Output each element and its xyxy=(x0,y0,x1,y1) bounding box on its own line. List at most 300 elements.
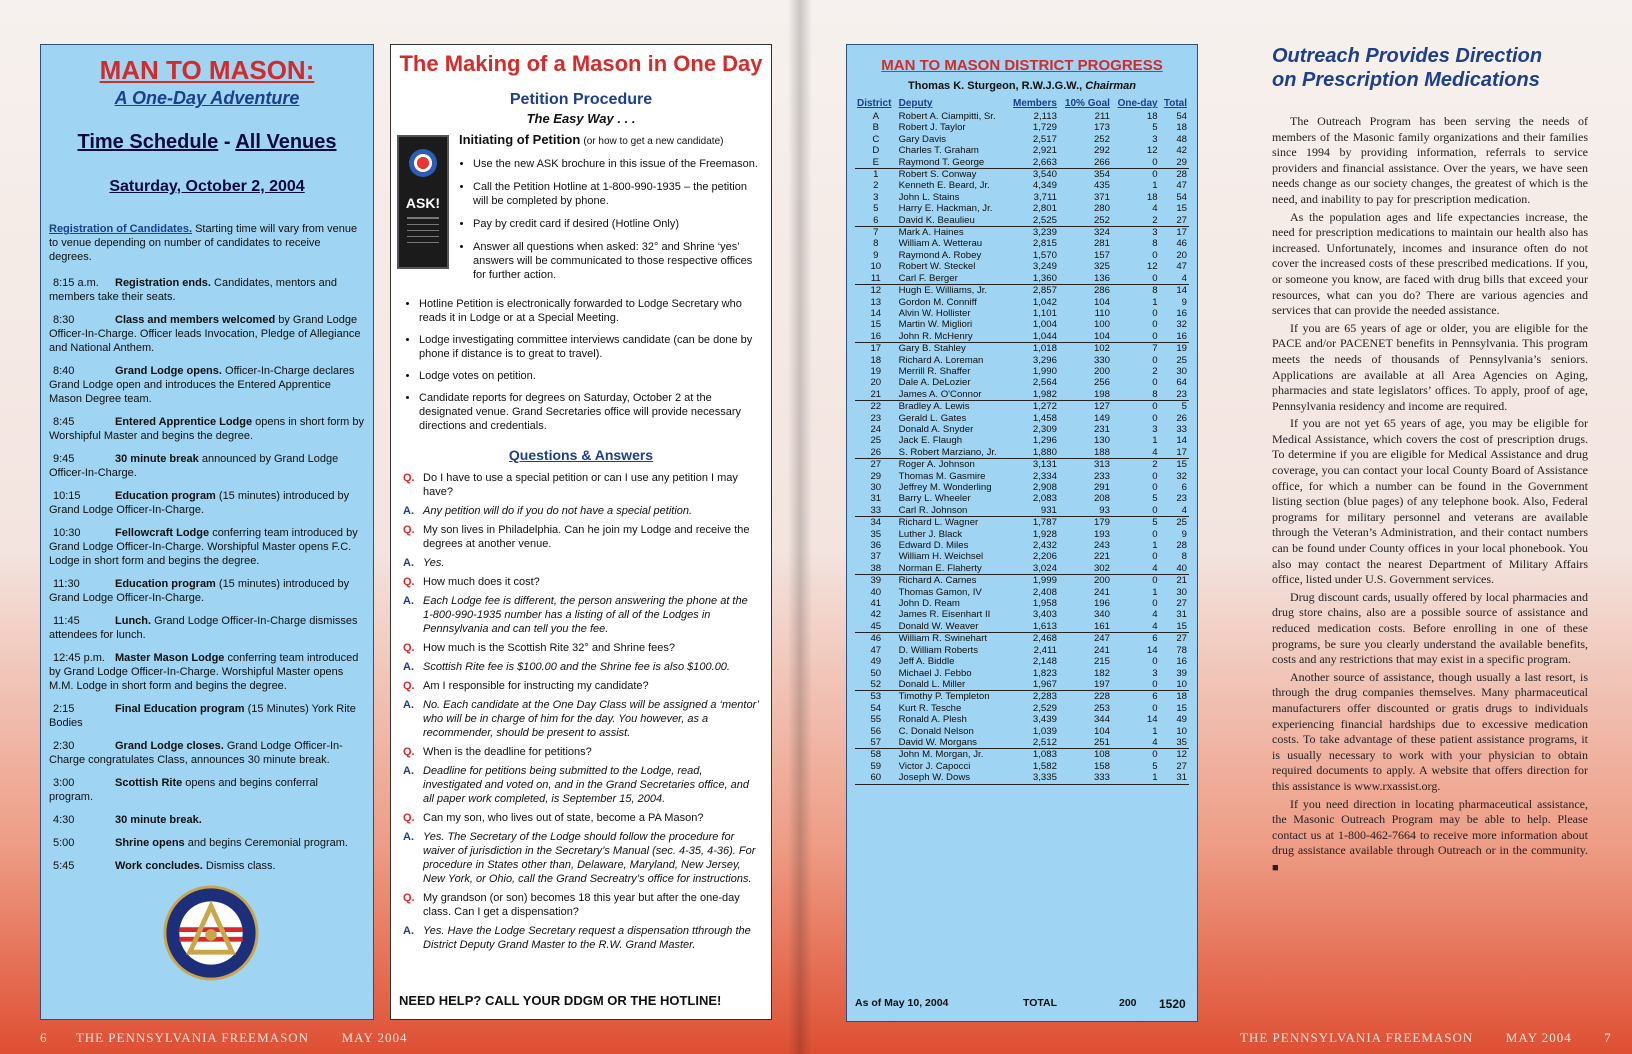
registration-text: Starting time will vary from venue to venue depending on number of candidates to receive degrees. xyxy=(49,223,358,263)
district-cell: 5 xyxy=(873,203,879,215)
goal-cell: 313 xyxy=(1093,459,1110,471)
one-day-cell: 3 xyxy=(1152,133,1158,145)
total-cell: 33 xyxy=(1176,423,1187,435)
members-cell: 1,823 xyxy=(1032,667,1057,679)
goal-cell: 104 xyxy=(1093,296,1110,308)
deputy-cell: Thomas M. Gasmire xyxy=(898,470,986,482)
one-day-cell: 0 xyxy=(1152,575,1158,587)
goal-cell: 200 xyxy=(1093,365,1110,377)
table-row xyxy=(855,273,1189,285)
registration-intro xyxy=(49,222,365,264)
chairman-line xyxy=(855,80,1189,92)
deputy-cell: John R. McHenry xyxy=(897,331,1007,343)
deputy-cell: Raymond A. Robey xyxy=(898,249,982,261)
members-cell: 3,296 xyxy=(1032,354,1057,366)
panel-title: MAN TO MASON: xyxy=(99,55,315,85)
goal-cell: 208 xyxy=(1093,493,1110,505)
district-cell: 22 xyxy=(870,401,882,413)
total-cell: 26 xyxy=(1176,412,1187,424)
table-row xyxy=(855,192,1189,203)
goal-cell: 324 xyxy=(1093,227,1110,239)
deputy-cell: D. William Roberts xyxy=(898,644,979,656)
district-cell: 27 xyxy=(870,459,882,471)
one-day-cell: 0 xyxy=(1152,749,1158,761)
procedure-item: • Lodge votes on petition. xyxy=(419,369,753,383)
district-cell: 2 xyxy=(873,180,879,192)
question-label: Q. xyxy=(403,680,415,692)
answer-label: A. xyxy=(403,595,414,607)
deputy-cell: Robert J. Taylor xyxy=(898,122,966,134)
schedule-time: 10:15 xyxy=(53,490,81,502)
one-day-cell: 12 xyxy=(1146,145,1158,157)
district-cell: E xyxy=(855,157,897,169)
members-cell: 3,131 xyxy=(1032,459,1057,471)
total-cell: 32 xyxy=(1176,319,1187,331)
question-text: Can my son, who lives out of state, become a PA Mason? xyxy=(423,812,704,824)
procedure-item: • Lodge investigating committee interviews candidate (can be done by phone if distance is to great to travel). xyxy=(419,333,753,361)
total-cell: 25 xyxy=(1176,354,1187,366)
members-cell: 2,529 xyxy=(1032,702,1057,714)
table-row xyxy=(855,679,1189,691)
page-gutter xyxy=(788,0,812,1054)
article-body xyxy=(1272,114,1588,877)
total-cell: 15 xyxy=(1176,702,1187,714)
table-row xyxy=(855,285,1189,297)
schedule-item xyxy=(49,276,365,304)
schedule-event: Grand Lodge opens. xyxy=(115,365,222,377)
total-cell: 78 xyxy=(1176,644,1187,656)
column-header: Deputy xyxy=(898,98,933,109)
answer-label: A. xyxy=(403,765,414,777)
answer-row xyxy=(403,660,759,674)
schedule-item xyxy=(49,776,365,804)
one-day-cell: 6 xyxy=(1152,633,1158,645)
one-day-cell: 0 xyxy=(1152,249,1158,261)
goal-cell: 102 xyxy=(1093,343,1110,355)
goal-cell: 228 xyxy=(1093,691,1110,703)
total-cell: 15 xyxy=(1160,621,1189,633)
total-label: TOTAL xyxy=(1023,997,1058,1009)
members-cell: 3,249 xyxy=(1032,261,1057,273)
district-cell: 39 xyxy=(870,575,882,587)
members-cell: 1,613 xyxy=(1007,621,1059,633)
table-row xyxy=(855,238,1189,249)
procedure-item: • Candidate reports for degrees on Saturday, October 2 at the designated venue. Grand Secretaries office will provide necessary directions and credentials. xyxy=(419,391,753,433)
answer-text: Yes. Have the Lodge Secretary request a dispensation tthrough the District Deputy Grand Master to the R.W. Grand Master. xyxy=(423,925,751,951)
one-day-cell: 0 xyxy=(1112,273,1160,285)
district-cell: 47 xyxy=(870,644,882,656)
total-cell: 32 xyxy=(1176,470,1187,482)
members-cell: 1,004 xyxy=(1032,319,1057,331)
deputy-cell: Donald A. Snyder xyxy=(898,423,974,435)
table-row xyxy=(855,343,1189,355)
schedule-item xyxy=(49,836,365,850)
panel-title: MAN TO MASON DISTRICT PROGRESS xyxy=(881,57,1163,74)
deputy-cell: Carl R. Johnson xyxy=(897,505,1007,517)
initiating-item: • Answer all questions when asked: 32° and Shrine ‘yes’ answers will be communicated to those respective offices for further action. xyxy=(473,240,759,282)
one-day-cell: 0 xyxy=(1152,377,1158,389)
one-day-cell: 18 xyxy=(1146,111,1158,122)
deputy-cell: Joseph W. Dows xyxy=(897,772,1007,784)
qa-list xyxy=(403,471,759,957)
total-cell: 47 xyxy=(1176,261,1187,273)
total-cell: 30 xyxy=(1176,586,1187,598)
goal-cell: 252 xyxy=(1059,215,1112,227)
total-one-day: 200 xyxy=(1119,997,1137,1009)
table-row xyxy=(855,308,1189,319)
chairman-role: Chairman xyxy=(1085,80,1136,92)
answer-text: Yes. The Secretary of the Lodge should follow the procedure for waiver of jurisdiction in the Secretary’s Manual (sec. 4-35, 4-36). For procedure in States other than, Delaware, Maryland, New Jersey, New York, or Ohio, call the Grand Secreatry’s office for instructions. xyxy=(423,831,756,885)
total-cell: 17 xyxy=(1176,227,1187,239)
district-cell: 57 xyxy=(855,737,897,749)
deputy-cell: Richard A. Carnes xyxy=(898,575,977,587)
district-cell: 17 xyxy=(870,343,882,355)
table-row xyxy=(855,656,1189,667)
schedule-event: Registration ends. xyxy=(115,277,211,289)
petition-procedure-subheading: The Easy Way . . . xyxy=(526,111,636,126)
one-day-cell: 5 xyxy=(1152,760,1158,772)
question-label: Q. xyxy=(403,746,415,758)
deputy-cell: Norman E. Flaherty xyxy=(897,563,1007,575)
schedule-detail: opens in short form by Worshipful Master and begins the degree. xyxy=(49,416,365,442)
one-day-cell: 0 xyxy=(1152,412,1158,424)
one-day-cell: 5 xyxy=(1152,517,1158,529)
one-day-cell: 4 xyxy=(1152,203,1158,215)
district-cell: 38 xyxy=(855,563,897,575)
deputy-cell: Merrill R. Shaffer xyxy=(898,365,971,377)
table-header-row xyxy=(855,98,1189,111)
question-label: Q. xyxy=(403,576,415,588)
members-cell: 931 xyxy=(1007,505,1059,517)
one-day-cell: 12 xyxy=(1146,261,1158,273)
chairman-name: Thomas K. Sturgeon, R.W.J.G.W., xyxy=(908,80,1083,92)
left-footer xyxy=(40,1030,408,1046)
schedule-detail: (15 Minutes) York Rite Bodies xyxy=(49,703,356,729)
total-cell: 15 xyxy=(1176,459,1187,471)
district-cell: 18 xyxy=(870,354,882,366)
total-cell: 23 xyxy=(1160,389,1189,401)
column-header: Members xyxy=(1013,98,1057,109)
answer-label: A. xyxy=(403,661,414,673)
goal-cell: 325 xyxy=(1093,261,1110,273)
district-cell: B xyxy=(872,122,879,134)
goal-cell: 93 xyxy=(1059,505,1112,517)
table-row xyxy=(855,551,1189,562)
schedule-time: 2:30 xyxy=(53,740,75,752)
members-cell: 2,408 xyxy=(1032,586,1057,598)
goal-cell: 193 xyxy=(1093,528,1110,540)
outreach-article xyxy=(1272,44,1588,879)
initiating-item: • Use the new ASK brochure in this issue of the Freemason. xyxy=(473,157,759,171)
goal-cell: 104 xyxy=(1093,725,1110,737)
deputy-cell: C. Donald Nelson xyxy=(898,725,974,737)
initiating-title xyxy=(459,133,759,149)
initiating-petition xyxy=(459,133,759,291)
one-day-cell: 4 xyxy=(1112,621,1160,633)
goal-cell: 182 xyxy=(1093,667,1110,679)
deputy-cell: Luther J. Black xyxy=(898,528,963,540)
question-text: My grandson (or son) becomes 18 this year but after the one-day class. Can I get a dispensation? xyxy=(423,892,740,918)
schedule-event: Class and members welcomed xyxy=(115,314,276,326)
one-day-cell: 0 xyxy=(1112,679,1160,691)
district-cell: 12 xyxy=(870,285,882,297)
schedule-item xyxy=(49,364,365,406)
column-header: District xyxy=(857,98,892,109)
answer-text: Deadline for petitions being submitted to the Lodge, read, investigated and voted on, and in the Grand Secretaries office, and all paper work completed, is September 15, 2004. xyxy=(423,765,749,805)
goal-cell: 221 xyxy=(1093,551,1110,563)
deputy-cell: Ronald A. Plesh xyxy=(898,714,967,726)
goal-cell: 231 xyxy=(1093,423,1110,435)
members-cell: 3,439 xyxy=(1032,714,1057,726)
question-label: Q. xyxy=(403,642,415,654)
table-row xyxy=(855,401,1189,413)
deputy-cell: Gary Davis xyxy=(898,133,947,145)
total-cell: 27 xyxy=(1176,598,1187,610)
schedule-item xyxy=(49,577,365,605)
goal-cell: 215 xyxy=(1093,656,1110,668)
district-cell: 53 xyxy=(870,691,882,703)
table-row xyxy=(855,435,1189,446)
total-cell: 10 xyxy=(1160,679,1189,691)
district-cell: D xyxy=(872,145,880,157)
table-row xyxy=(855,261,1189,272)
members-cell: 2,801 xyxy=(1032,203,1057,215)
schedule-detail: and begins Ceremonial program. xyxy=(187,837,348,849)
goal-cell: 241 xyxy=(1093,586,1110,598)
one-day-cell: 8 xyxy=(1112,389,1160,401)
total-cell: 9 xyxy=(1181,296,1187,308)
question-row xyxy=(403,523,759,551)
deputy-cell: Michael J. Febbo xyxy=(898,667,972,679)
total-cell: 21 xyxy=(1176,575,1187,587)
members-cell: 3,024 xyxy=(1007,563,1059,575)
members-cell: 1,042 xyxy=(1032,296,1057,308)
initiating-title-text: Initiating of Petition xyxy=(459,132,581,147)
deputy-cell: Kurt R. Tesche xyxy=(898,702,962,714)
table-row xyxy=(855,319,1189,330)
members-cell: 1,729 xyxy=(1032,122,1057,134)
right-publication: THE PENNSYLVANIA FREEMASON xyxy=(1240,1030,1474,1045)
answer-text: Any petition will do if you do not have a special petition. xyxy=(423,505,693,517)
goal-cell: 253 xyxy=(1093,702,1110,714)
article-title xyxy=(1272,44,1588,92)
table-row xyxy=(855,493,1189,504)
schedule-time: 8:40 xyxy=(53,365,75,377)
members-cell: 2,334 xyxy=(1032,470,1057,482)
right-page-number: 7 xyxy=(1604,1030,1612,1045)
schedule-time: 11:45 xyxy=(53,615,80,627)
total-cell: 14 xyxy=(1176,285,1187,297)
district-cell: 41 xyxy=(870,598,882,610)
table-body xyxy=(855,111,1189,784)
table-row xyxy=(855,250,1189,261)
table-row xyxy=(855,587,1189,598)
time-schedule-panel xyxy=(40,44,374,1020)
deputy-cell: Robert A. Ciampitti, Sr. xyxy=(898,111,996,122)
goal-cell: 136 xyxy=(1059,273,1112,285)
goal-cell: 104 xyxy=(1059,331,1112,343)
total-cell: 4 xyxy=(1160,273,1189,285)
district-cell: 52 xyxy=(855,679,897,691)
district-cell: 11 xyxy=(855,273,897,285)
question-row xyxy=(403,679,759,693)
goal-cell: 211 xyxy=(1094,111,1110,122)
members-cell: 4,349 xyxy=(1032,180,1057,192)
members-cell: 3,540 xyxy=(1032,169,1057,181)
table-row xyxy=(855,424,1189,435)
schedule-list xyxy=(49,276,365,873)
district-cell: 29 xyxy=(870,470,882,482)
answer-text: No. Each candidate at the One Day Class will be assigned a ‘mentor’ who will be in charge of him for the day. You however, as a recommender, should be present to assist. xyxy=(423,699,759,739)
table-row xyxy=(855,122,1189,133)
one-day-cell: 3 xyxy=(1152,667,1158,679)
deputy-cell: Harry E. Hackman, Jr. xyxy=(898,203,993,215)
answer-row xyxy=(403,504,759,518)
goal-cell: 110 xyxy=(1094,307,1110,319)
goal-cell: 149 xyxy=(1093,412,1110,424)
deputy-cell: Donald W. Weaver xyxy=(897,621,1007,633)
members-cell: 1,582 xyxy=(1032,760,1057,772)
table-row xyxy=(855,227,1189,239)
question-text: My son lives in Philadelphia. Can he join my Lodge and receive the degrees at another venue. xyxy=(423,524,750,550)
district-cell: A xyxy=(872,111,879,122)
members-cell: 2,468 xyxy=(1032,633,1057,645)
table-row xyxy=(855,737,1189,749)
district-cell: 31 xyxy=(870,493,882,505)
right-date: MAY 2004 xyxy=(1505,1030,1572,1045)
one-day-cell: 0 xyxy=(1152,470,1158,482)
table-row xyxy=(855,714,1189,725)
schedule-detail: (15 minutes) introduced by Grand Lodge Officer-In-Charge. xyxy=(49,578,350,604)
schedule-item xyxy=(49,313,365,355)
district-cell: 37 xyxy=(870,551,882,563)
schedule-time: 5:00 xyxy=(53,837,75,849)
deputy-cell: Raymond T. George xyxy=(897,157,1007,169)
table-row xyxy=(855,111,1189,122)
one-day-cell: 2 xyxy=(1152,459,1158,471)
members-cell: 2,663 xyxy=(1007,157,1059,169)
schedule-event: 30 minute break. xyxy=(115,814,202,826)
schedule-time: 8:45 xyxy=(53,416,75,428)
procedure-list xyxy=(407,297,753,441)
one-day-cell: 0 xyxy=(1112,505,1160,517)
deputy-cell: John L. Stains xyxy=(898,191,960,203)
article-paragraph: If you are not yet 65 years of age, you may be eligible for Medical Assistance, which covers the cost of prescription drugs. To determine if you are eligible for Medical Assistance and drug coverage, you can contact your local County Board of Assistance office, for which a number can be found in the Government listing section (blue pages) of any telephone book. Also, Federal programs for military personnel and veterans are available through the Veteran’s Administration, and their contact numbers can be found under County offices in your local phonebook. You also may contact the nearest Department of Military Affairs office, listed under U.S. Government services. xyxy=(1272,416,1588,587)
one-day-cell: 0 xyxy=(1152,319,1158,331)
district-cell: 16 xyxy=(855,331,897,343)
goal-cell: 435 xyxy=(1093,180,1110,192)
members-cell: 2,564 xyxy=(1032,377,1057,389)
schedule-time: 3:00 xyxy=(53,777,75,789)
freemasons-seal-icon xyxy=(163,885,259,981)
district-cell: 55 xyxy=(870,714,882,726)
table-row xyxy=(855,703,1189,714)
goal-cell: 179 xyxy=(1093,517,1110,529)
table-row xyxy=(855,609,1189,620)
schedule-detail: Grand Lodge Officer-In-Charge dismisses attendees for lunch. xyxy=(49,615,358,641)
table-row xyxy=(855,645,1189,656)
deputy-cell: Robert S. Conway xyxy=(898,169,977,181)
district-cell: C xyxy=(872,133,880,145)
as-of-date: As of May 10, 2004 xyxy=(855,997,949,1009)
members-cell: 2,283 xyxy=(1032,691,1057,703)
one-day-cell: 1 xyxy=(1152,586,1158,598)
total-cell: 35 xyxy=(1160,737,1189,749)
total-cell: 42 xyxy=(1176,145,1187,157)
schedule-detail: Dismiss class. xyxy=(205,860,276,872)
district-cell: 42 xyxy=(870,609,882,621)
deputy-cell: Gary B. Stahley xyxy=(898,343,966,355)
total-total: 1520 xyxy=(1159,997,1186,1011)
schedule-item xyxy=(49,489,365,517)
one-day-cell: 4 xyxy=(1112,447,1160,459)
answer-row xyxy=(403,556,759,570)
article-paragraph: The Outreach Program has been serving the needs of members of the Masonic family organizations and their families since 1994 by providing information, referrals to service providers and financial assistance. Over the years, we have seen needs change as our society changes, the greatest of which is the need, and inability to pay for prescription medication. xyxy=(1272,114,1588,206)
members-cell: 1,928 xyxy=(1032,528,1057,540)
district-cell: 13 xyxy=(870,296,882,308)
members-cell: 1,958 xyxy=(1032,598,1057,610)
question-text: How much does it cost? xyxy=(423,576,540,588)
deputy-cell: James A. O'Connor xyxy=(897,389,1007,401)
members-cell: 1,967 xyxy=(1007,679,1059,691)
members-cell: 2,309 xyxy=(1032,423,1057,435)
article-paragraph: If you need direction in locating pharmaceutical assistance, the Masonic Outreach Program may be able to help. Please contact us at 1-800-462-7664 to receive more information about drug assistance available through Outreach or in the community. ■ xyxy=(1272,797,1588,877)
one-day-cell: 2 xyxy=(1112,215,1160,227)
deputy-cell: Hugh E. Williams, Jr. xyxy=(898,285,988,297)
schedule-time: 12:45 p.m. xyxy=(53,652,105,664)
schedule-detail: opens and begins conferral program. xyxy=(49,777,319,803)
one-day-cell: 4 xyxy=(1112,563,1160,575)
deputy-cell: Donald L. Miller xyxy=(897,679,1007,691)
district-cell: 15 xyxy=(870,319,882,331)
members-cell: 1,880 xyxy=(1007,447,1059,459)
table-row xyxy=(855,575,1189,587)
column-header: 10% Goal xyxy=(1064,98,1110,109)
district-cell: 8 xyxy=(873,238,879,250)
one-day-cell: 0 xyxy=(1152,307,1158,319)
table-row xyxy=(855,621,1189,633)
district-cell: 54 xyxy=(870,702,882,714)
schedule-time: 9:45 xyxy=(53,453,75,465)
goal-cell: 241 xyxy=(1093,644,1110,656)
members-cell: 1,999 xyxy=(1032,575,1057,587)
answer-row xyxy=(403,924,759,952)
help-line: NEED HELP? CALL YOUR DDGM OR THE HOTLINE! xyxy=(399,993,722,1008)
members-cell: 2,432 xyxy=(1032,540,1057,552)
total-cell: 39 xyxy=(1176,667,1187,679)
goal-cell: 340 xyxy=(1093,609,1110,621)
goal-cell: 198 xyxy=(1059,389,1112,401)
question-row xyxy=(403,575,759,589)
table-row xyxy=(855,517,1189,529)
qa-heading: Questions & Answers xyxy=(508,447,654,463)
schedule-event: Shrine opens xyxy=(115,837,185,849)
members-cell: 1,039 xyxy=(1032,725,1057,737)
total-cell: 16 xyxy=(1176,307,1187,319)
total-cell: 19 xyxy=(1176,343,1187,355)
goal-cell: 108 xyxy=(1093,749,1110,761)
members-cell: 2,921 xyxy=(1032,145,1057,157)
table-row xyxy=(855,633,1189,645)
total-cell: 40 xyxy=(1160,563,1189,575)
total-cell: 4 xyxy=(1160,505,1189,517)
district-cell: 23 xyxy=(870,412,882,424)
district-cell: 60 xyxy=(855,772,897,784)
left-page-number: 6 xyxy=(40,1030,48,1045)
one-day-cell: 0 xyxy=(1152,401,1158,413)
members-cell: 2,411 xyxy=(1033,644,1057,656)
goal-cell: 157 xyxy=(1093,249,1110,261)
